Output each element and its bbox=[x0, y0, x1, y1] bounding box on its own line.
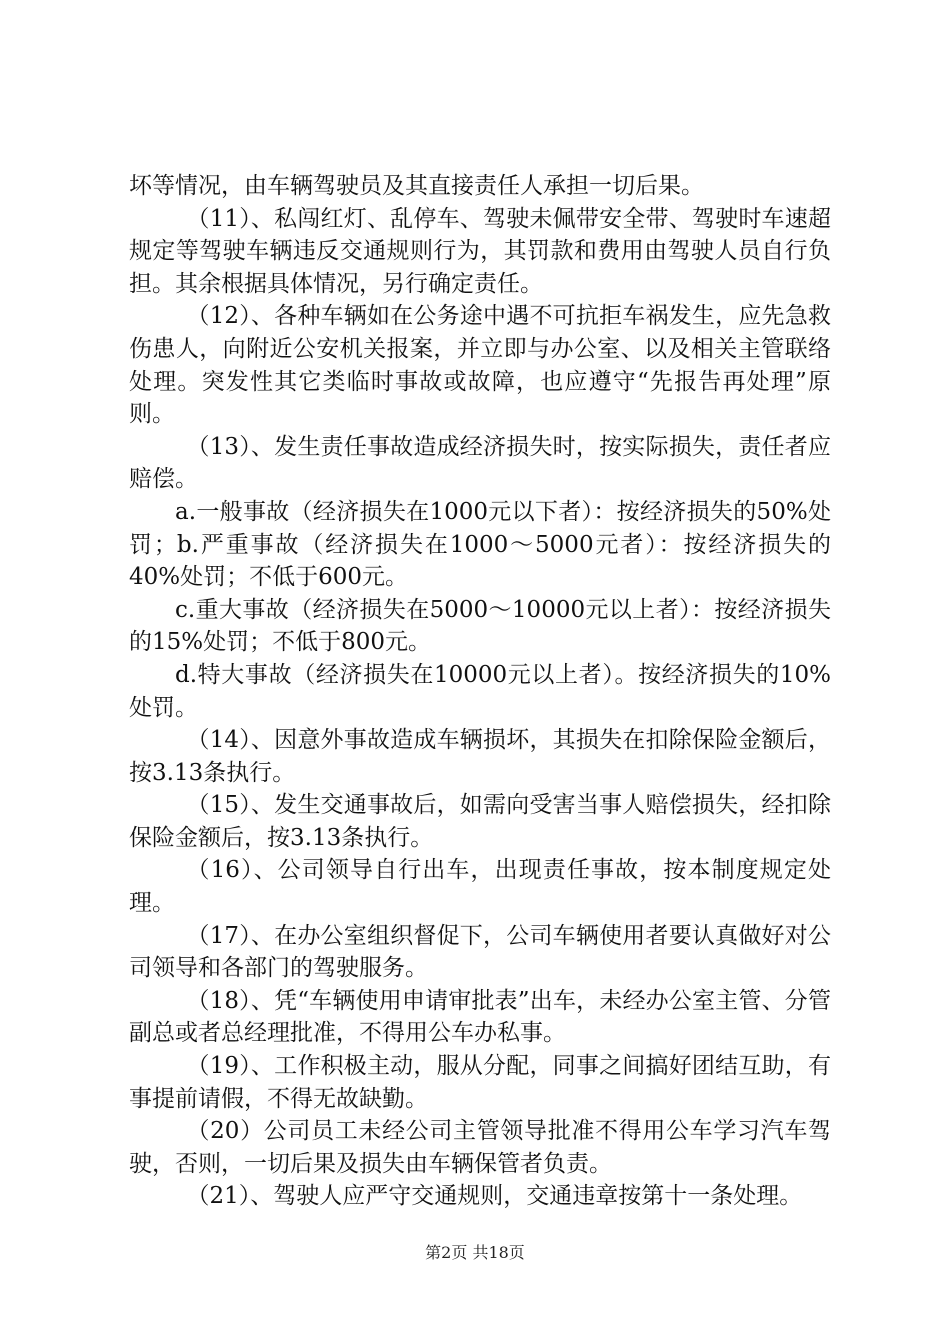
paragraph-item-15: （15）、发生交通事故后，如需向受害当事人赔偿损失，经扣除保险金额后，按3.13条执行。 bbox=[129, 792, 831, 851]
paragraph-item-13-c: c.重大事故（经济损失在5000～10000元以上者）：按经济损失的15%处罚；不低于800元。 bbox=[129, 596, 831, 656]
paragraph-item-13-d: d.特大事故（经济损失在10000元以上者）。按经济损失的10%处罚。 bbox=[129, 661, 831, 721]
paragraph-continuation: 坏等情况，由车辆驾驶员及其直接责任人承担一切后果。 bbox=[129, 173, 704, 199]
paragraph-item-11: （11）、私闯红灯、乱停车、驾驶未佩带安全带、驾驶时车速超规定等驾驶车辆违反交通规则行为，其罚款和费用由驾驶人员自行负担。其余根据具体情况，另行确定责任。 bbox=[129, 205, 831, 297]
document-body bbox=[129, 170, 831, 1213]
paragraph-item-20: （20）公司员工未经公司主管领导批准不得用公车学习汽车驾驶，否则，一切后果及损失由车辆保管者负责。 bbox=[129, 1118, 831, 1177]
paragraph-item-21: （21）、驾驶人应严守交通规则，交通违章按第十一条处理。 bbox=[186, 1183, 803, 1210]
page-number-footer: 第2页 共18页 bbox=[425, 1243, 525, 1262]
paragraph-item-18: （18）、凭“车辆使用申请审批表”出车，未经办公室主管、分管副总或者总经理批准，不得用公车办私事。 bbox=[129, 987, 831, 1047]
paragraph-item-19: （19）、工作积极主动，服从分配，同事之间搞好团结互助，有事提前请假，不得无故缺勤。 bbox=[129, 1053, 831, 1112]
paragraph-item-16: （16）、公司领导自行出车，出现责任事故，按本制度规定处理。 bbox=[129, 857, 831, 917]
paragraph-item-13: （13）、发生责任事故造成经济损失时，按实际损失，责任者应赔偿。 bbox=[129, 433, 831, 493]
paragraph-item-14: （14）、因意外事故造成车辆损坏，其损失在扣除保险金额后，按3.13条执行。 bbox=[129, 727, 831, 786]
paragraph-item-12: （12）、各种车辆如在公务途中遇不可抗拒车祸发生，应先急救伤患人，向附近公安机关报案，并立即与办公室、以及相关主管联络处理。突发性其它类临时事故或故障，也应遵守“先报告再处理”原则。 bbox=[129, 303, 831, 428]
paragraph-item-13-a-b: a.一般事故（经济损失在1000元以下者）：按经济损失的50%处罚；b.严重事故（经济损失在1000～5000元者）：按经济损失的40%处罚；不低于600元。 bbox=[129, 498, 831, 591]
paragraph-item-17: （17）、在办公室组织督促下，公司车辆使用者要认真做好对公司领导和各部门的驾驶服务。 bbox=[129, 922, 831, 982]
